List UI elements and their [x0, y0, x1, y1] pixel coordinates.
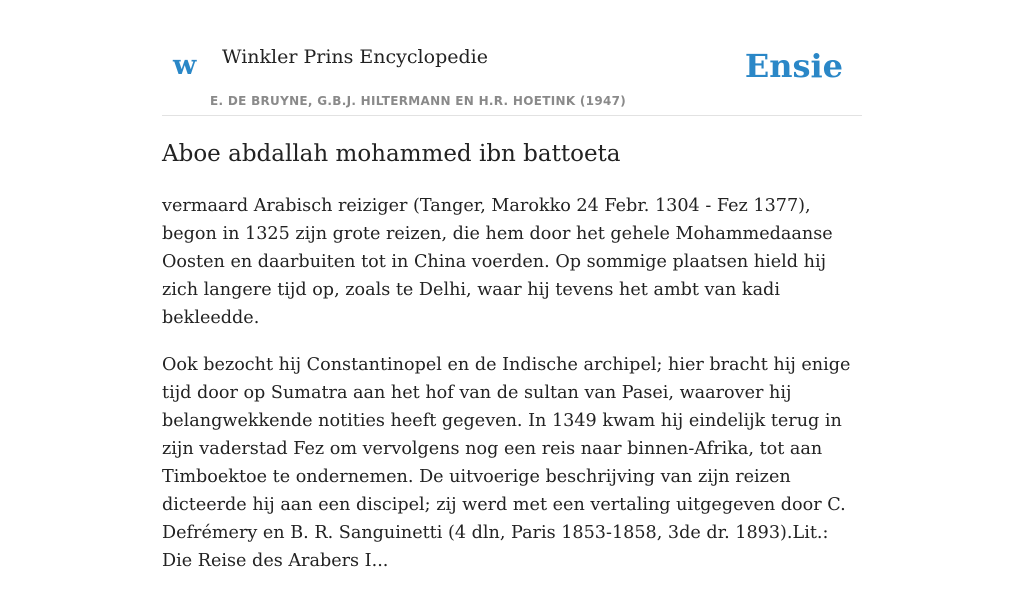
ensie-brand-link[interactable]: Ensie	[744, 47, 843, 85]
source-authors: E. DE BRUYNE, G.B.J. HILTERMANN EN H.R. HOETINK (1947)	[210, 94, 627, 108]
article-paragraph: Ook bezocht hij Constantinopel en de Indische archipel; hier bracht hij enige tijd door op Sumatra aan het hof van de sultan van Pasei, waarover hij belangwekkende notities heeft gegeven. In 1349 kwam hij eindelijk terug in zijn vaderstad Fez om vervolgens nog een reis naar binnen-Afrika, tot aan Timboektoe te ondernemen. De uitvoerige beschrijving van zijn reizen dicteerde hij aan een discipel; zij werd met een vertaling uitgegeven door C. Defrémery en B. R. Sanguinetti (4 dln, Paris 1853-1858, 3de dr. 1893).Lit.: Die Reise des Arabers I...	[162, 355, 851, 571]
source-title[interactable]: Winkler Prins Encyclopedie	[222, 46, 488, 68]
winkler-prins-logo: w	[173, 50, 197, 81]
article-title: Aboe abdallah mohammed ibn battoeta	[162, 141, 621, 167]
article-body	[162, 192, 862, 594]
article-paragraph: vermaard Arabisch reiziger (Tanger, Marokko 24 Febr. 1304 - Fez 1377), begon in 1325 zijn grote reizen, die hem door het gehele Mohammedaanse Oosten en daarbuiten tot in China voerden. Op sommige plaatsen hield hij zich langere tijd op, zoals te Delhi, waar hij tevens het ambt van kadi bekleedde.	[162, 196, 833, 328]
site-header	[162, 0, 862, 116]
